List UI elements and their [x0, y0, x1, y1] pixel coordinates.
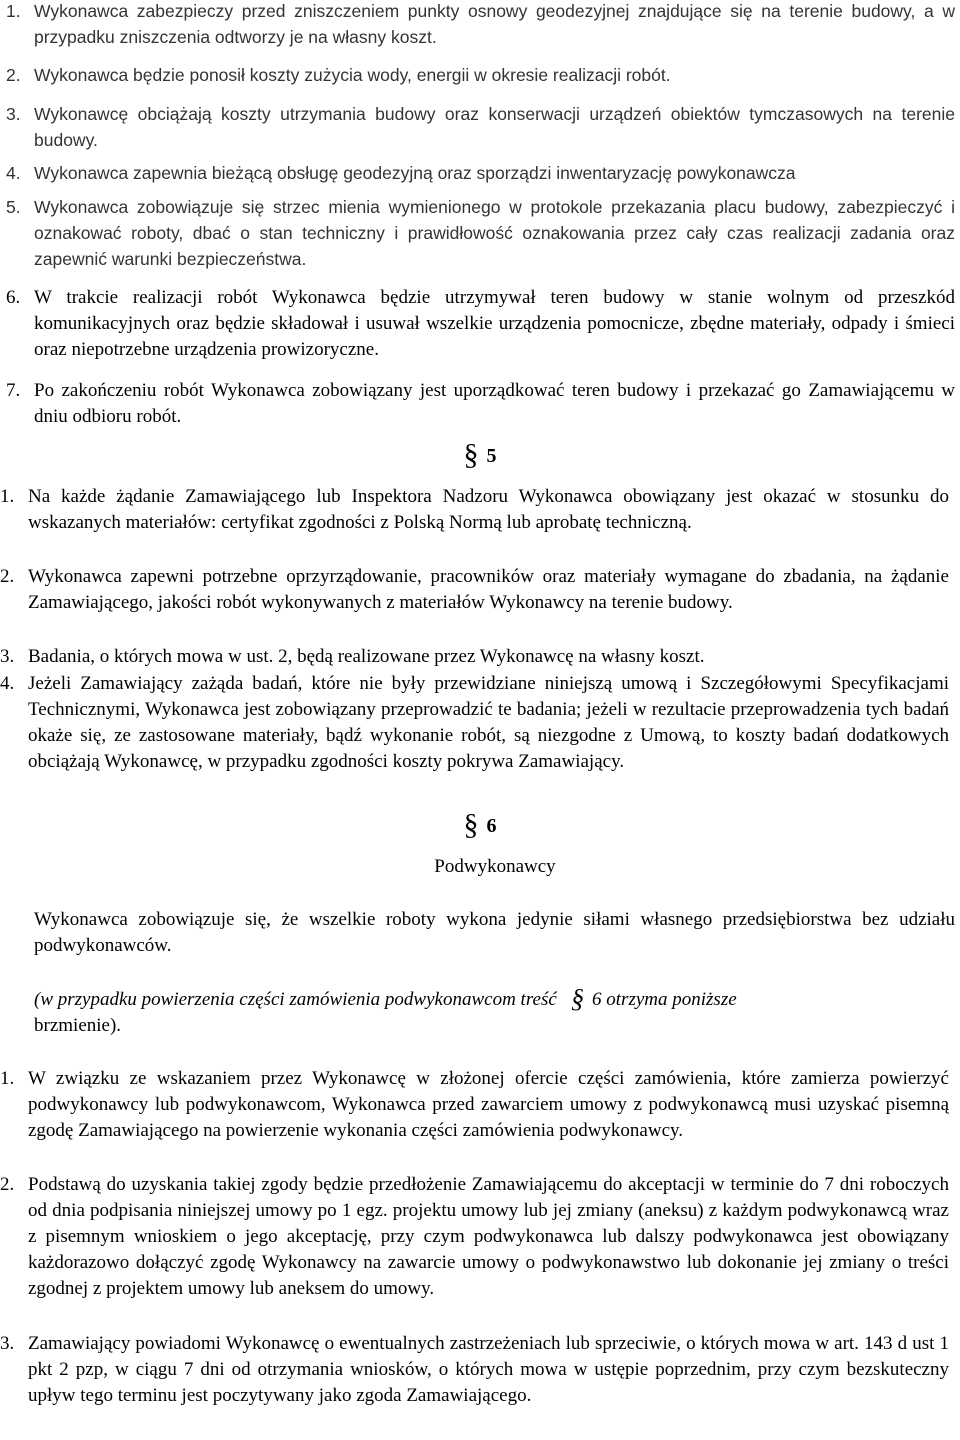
note-text: (w przypadku powierzenia części zamówienia podwykonawcom treść: [34, 989, 557, 1010]
list-item-text: Wykonawca zabezpieczy przed zniszczeniem punkty osnowy geodezyjnej znajdujące się na terenie budowy, a w przypadku zniszczenia odtworzy je na własny koszt.: [34, 1, 955, 47]
section-symbol: §: [571, 984, 585, 1013]
list-item-text: Jeżeli Zamawiający zażąda badań, które nie były przewidziane niniejszą umową i Szczegółowymi Specyfikacjami Technicznymi, Wykonawca jest zobowiązany przeprowadzić te badania; jeżeli w rezultacie przeprowadzenia tych badań okaże się, ze zastosowane materiały, bądź wykonanie robót, są niezgodne z Umową, to koszty badań dodatkowych obciążają Wykonawcę, w przypadku zgodności koszty pokrywa Zamawiający.: [28, 673, 949, 772]
section-heading: [0, 808, 960, 841]
list-item-number: 3.: [0, 646, 15, 667]
list-item-number: 4.: [6, 163, 21, 183]
list-item-number: 1.: [0, 486, 15, 507]
section-heading: [0, 438, 960, 471]
list-item-text: W trakcie realizacji robót Wykonawca będzie utrzymywał teren budowy w stanie wolnym od przeszkód komunikacyjnych oraz będzie składował i usuwał wszelkie urządzenia pomocnicze, zbędne materiały, odpady i śmieci oraz niepotrzebne urządzenia prowizoryczne.: [34, 287, 955, 360]
list-item-number: 1.: [0, 1068, 15, 1089]
section-number: 5: [486, 445, 497, 467]
list-item: [0, 194, 955, 272]
list-item-text: W związku ze wskazaniem przez Wykonawcę w złożonej ofercie części zamówienia, które zamierza powierzyć podwykonawcy lub podwykonawcom, Wykonawca przed zawarciem umowy z podwykonawcą musi uzyskać pisemną zgodę Zamawiającego na powierzenie wykonania części zamówienia podwykonawcy.: [28, 1068, 949, 1141]
section-note: [34, 986, 955, 1039]
list-item: [0, 62, 955, 88]
list-item-number: 7.: [6, 380, 21, 401]
list-item-number: 2.: [0, 1174, 15, 1195]
list-item: [0, 1066, 949, 1144]
list-item: [0, 0, 955, 50]
section-symbol: §: [463, 438, 479, 471]
list-item-text: Wykonawcę obciążają koszty utrzymania budowy oraz konserwacji urządzeń obiektów tymczasowych na terenie budowy.: [34, 104, 955, 150]
list-item: [0, 484, 949, 536]
list-item: [0, 1172, 949, 1302]
list-item-text: Podstawą do uzyskania takiej zgody będzie przedłożenie Zamawiającemu do akceptacji w terminie do 7 dni roboczych od dnia podpisania niniejszej umowy po 1 egz. projektu umowy lub jej zmiany (aneksu) z każdym podwykonawcą wraz z pisemnym wnioskiem o jego akceptację, przy czym podwykonawca lub dalszy podwykonawca jest obowiązany każdorazowo dołączyć zgodę Wykonawcy na zawarcie umowy o podwykonawstwo lub dokonanie jej zmiany o treści zgodnej z projektem umowy lub aneksem do umowy.: [28, 1174, 949, 1299]
list-item-text: Zamawiający powiadomi Wykonawcę o ewentualnych zastrzeżeniach lub sprzeciwie, o których mowa w art. 143 d ust 1 pkt 2 pzp, w ciągu 7 dni od otrzymania wniosków, o których mowa w ustępie poprzednim, przy czym bezskuteczny upływ tego terminu jest poczytywany jako zgoda Zamawiającego.: [28, 1333, 949, 1406]
list-item-number: 4.: [0, 673, 15, 694]
list-item-number: 3.: [0, 1333, 15, 1354]
list-item: [0, 644, 949, 670]
list-item: [0, 160, 955, 186]
note-text: brzmienie).: [34, 1015, 122, 1036]
list-item: [0, 378, 955, 430]
section-symbol: §: [463, 808, 479, 841]
section-intro: Wykonawca zobowiązuje się, że wszelkie roboty wykona jedynie siłami własnego przedsiębiorstwa bez udziału podwykonawców.: [34, 909, 955, 956]
list-item-text: Po zakończeniu robót Wykonawca zobowiązany jest uporządkować teren budowy i przekazać go Zamawiającemu w dniu odbioru robót.: [34, 380, 955, 427]
list-item-number: 2.: [6, 65, 21, 85]
list-item: [0, 285, 955, 363]
list-item-text: Badania, o których mowa w ust. 2, będą realizowane przez Wykonawcę na własny koszt.: [28, 646, 705, 667]
list-item-number: 5.: [6, 197, 21, 217]
list-item: [0, 1331, 949, 1409]
list-item-number: 3.: [6, 104, 21, 124]
list-item: [0, 564, 949, 616]
list-item-text: Na każde żądanie Zamawiającego lub Inspektora Nadzoru Wykonawca obowiązany jest okazać w stosunku do wskazanych materiałów: certyfikat zgodności z Polską Normą lub aprobatę techniczną.: [28, 486, 949, 533]
section-number: 6: [486, 815, 497, 837]
list-item: [0, 101, 955, 153]
list-item-number: 6.: [6, 287, 21, 308]
list-item-text: Wykonawca zapewni potrzebne oprzyrządowanie, pracowników oraz materiały wymagane do zbadania, na żądanie Zamawiającego, jakości robót wykonywanych z materiałów Wykonawcy na terenie budowy.: [28, 566, 949, 613]
list-item-text: Wykonawca zapewnia bieżącą obsługę geodezyjną oraz sporządzi inwentaryzację powykonawcza: [34, 163, 796, 183]
list-item-number: 1.: [6, 1, 21, 21]
list-item-text: Wykonawca będzie ponosił koszty zużycia wody, energii w okresie realizacji robót.: [34, 65, 671, 85]
list-item: [0, 671, 949, 775]
section-title: Podwykonawcy: [434, 856, 556, 877]
note-text: 6 otrzyma poniższe: [592, 989, 737, 1010]
list-item-text: Wykonawca zobowiązuje się strzec mienia wymienionego w protokole przekazania placu budowy, zabezpieczyć i oznakować roboty, dbać o stan techniczny i prawidłowość oznakowania przez cały czas realizacji zadania oraz zapewnić warunki bezpieczeństwa.: [34, 197, 955, 269]
list-item-number: 2.: [0, 566, 15, 587]
